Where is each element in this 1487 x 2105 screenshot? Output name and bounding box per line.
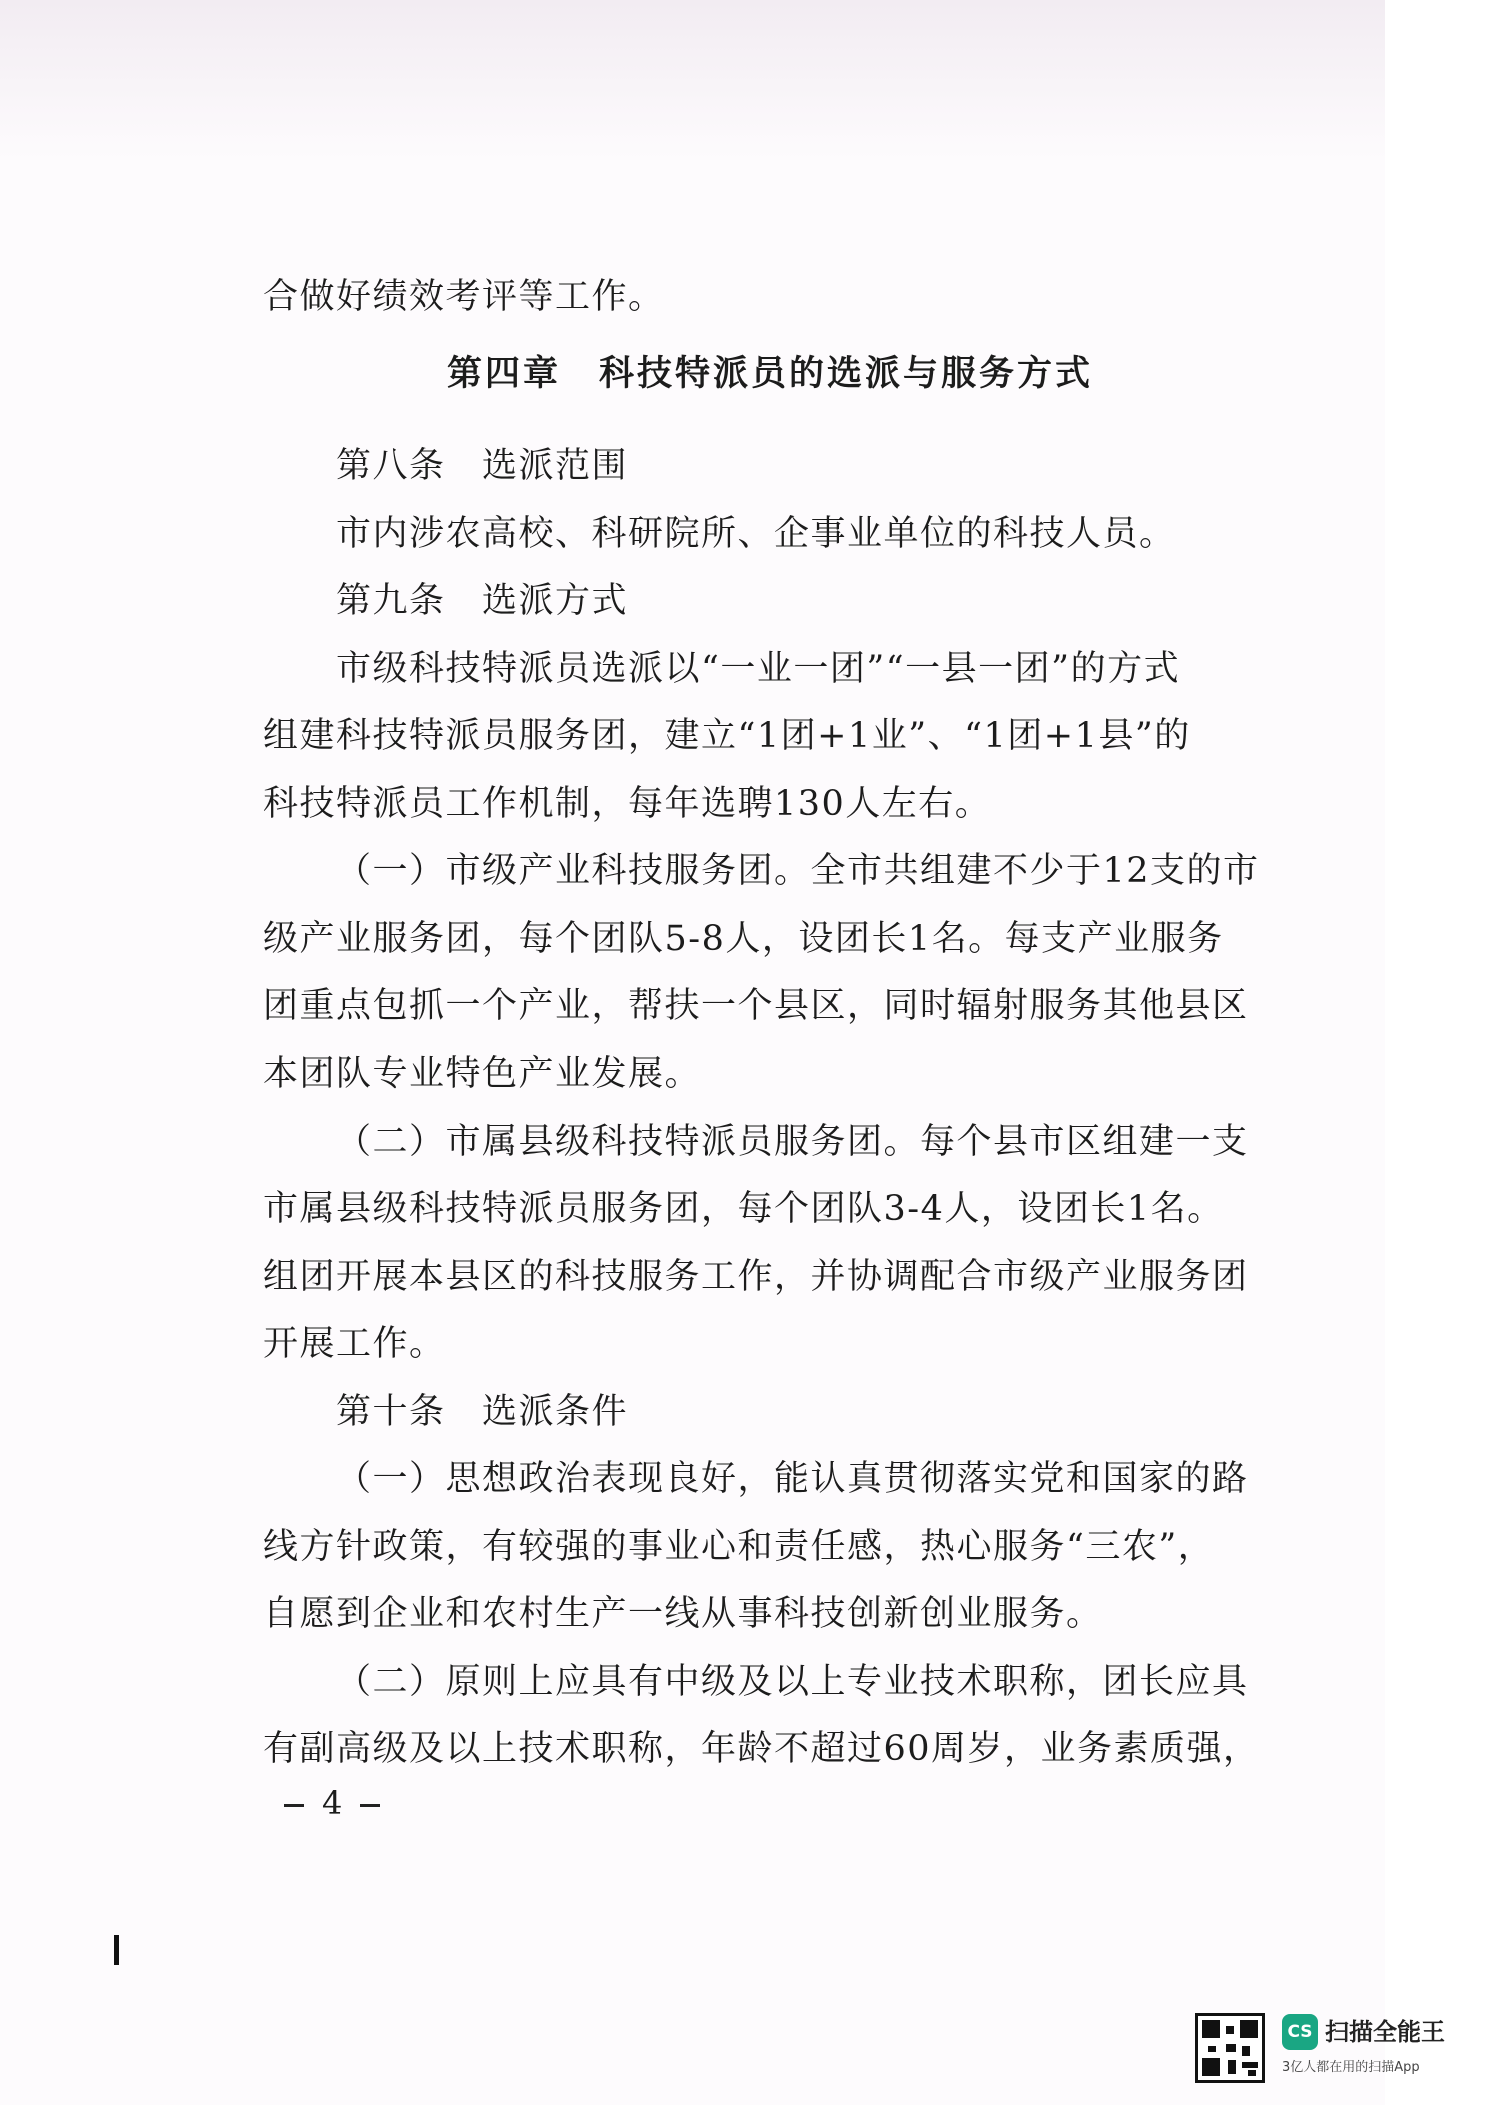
body-line: 线方针政策，有较强的事业心和责任感，热心服务“三农”， [263,1527,1215,1567]
scan-edge-mark [114,1935,119,1965]
camscanner-logo: CS [1282,2014,1318,2050]
scan-margin-strip [1385,0,1487,2105]
page-number-value: 4 [322,1784,343,1822]
body-line: 级产业服务团，每个团队5-8人，设团长1名。每支产业服务 [263,919,1224,959]
camscanner-brand: 扫描全能王 [1325,2018,1445,2046]
body-line: 市属县级科技特派员服务团，每个团队3-4人，设团长1名。 [263,1189,1224,1229]
dash-left [284,1804,304,1807]
article-heading: 第十条 选派条件 [336,1392,629,1432]
chapter-heading: 第四章 科技特派员的选派与服务方式 [447,353,1094,394]
body-line: 组团开展本县区的科技服务工作，并协调配合市级产业服务团 [263,1257,1249,1297]
page-number [266,1783,398,1823]
body-line: 市级科技特派员选派以“一业一团”“一县一团”的方式 [336,649,1181,689]
body-line: 组建科技特派员服务团，建立“1团+1业”、“1团+1县”的 [263,716,1191,756]
body-line: 科技特派员工作机制，每年选聘130人左右。 [263,784,992,824]
body-line: （一）思想政治表现良好，能认真贯彻落实党和国家的路 [336,1459,1249,1499]
body-line: 本团队专业特色产业发展。 [263,1054,702,1094]
article-heading: 第九条 选派方式 [336,581,629,621]
body-line: 有副高级及以上技术职称，年龄不超过60周岁，业务素质强， [263,1729,1260,1769]
camscanner-tagline: 3亿人都在用的扫描App [1282,2060,1420,2075]
qr-code-icon [1195,2013,1265,2083]
body-line: 合做好绩效考评等工作。 [263,277,665,317]
body-line: （二）原则上应具有中级及以上专业技术职称，团长应具 [336,1662,1249,1702]
dash-right [360,1804,380,1807]
body-line: 市内涉农高校、科研院所、企事业单位的科技人员。 [336,514,1176,554]
body-line: 团重点包抓一个产业，帮扶一个县区，同时辐射服务其他县区 [263,986,1249,1026]
body-line: （二）市属县级科技特派员服务团。每个县市区组建一支 [336,1122,1249,1162]
scan-shadow [0,0,1385,160]
body-line: 开展工作。 [263,1324,446,1364]
body-line: 自愿到企业和农村生产一线从事科技创新创业服务。 [263,1594,1103,1634]
article-heading: 第八条 选派范围 [336,446,629,486]
body-line: （一）市级产业科技服务团。全市共组建不少于12支的市 [336,851,1260,891]
